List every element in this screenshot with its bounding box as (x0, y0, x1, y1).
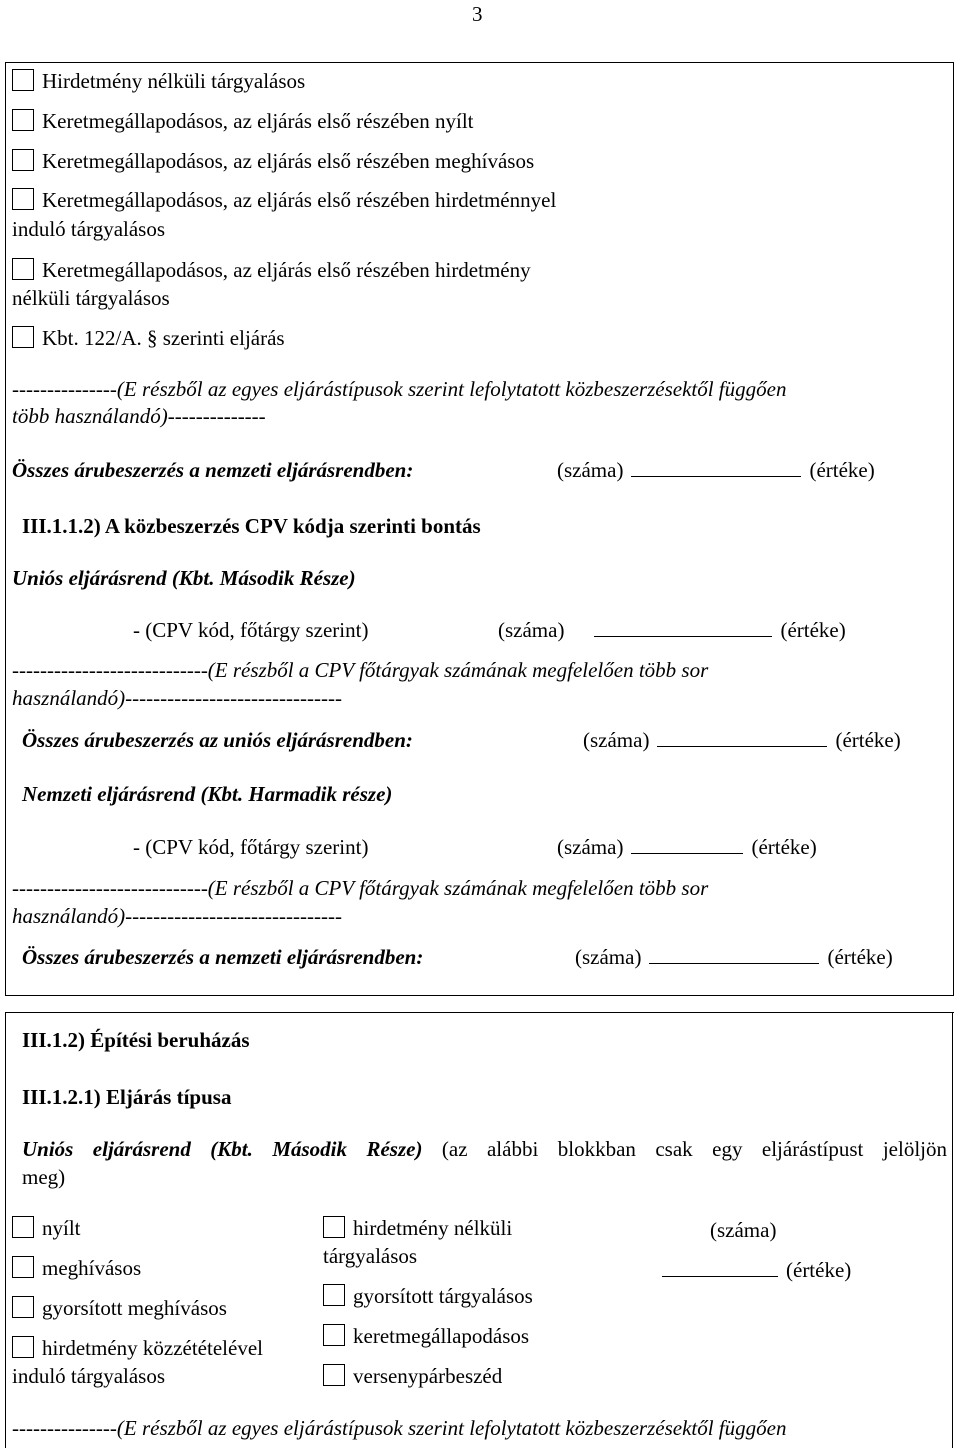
national-cpv-row: - (CPV kód, főtárgy szerint) (133, 835, 369, 859)
option-versenyparbeszed[interactable]: versenypárbeszéd (323, 1362, 502, 1390)
procedure-option-3[interactable]: Keretmegállapodásos, az eljárás első részében meghívásos (12, 147, 534, 175)
option-gyorsitott-meghivasos[interactable]: gyorsított meghívásos (12, 1294, 227, 1322)
section-frame-bottom-left-border (5, 1012, 6, 1448)
checkbox[interactable] (323, 1216, 345, 1238)
count-blank-line[interactable] (594, 618, 772, 637)
procedure-option-4[interactable]: Keretmegállapodásos, az eljárás első részében hirdetménnyel (12, 186, 556, 214)
checkbox[interactable] (12, 1256, 34, 1278)
checkbox[interactable] (12, 1296, 34, 1318)
section-frame-bottom-right-border (952, 1012, 953, 1448)
procedure-option-5-line2: nélküli tárgyalásos (12, 286, 170, 310)
checkbox[interactable] (323, 1324, 345, 1346)
option-hirdetmeny-kozzetetelevel-line2: induló tárgyalásos (12, 1364, 166, 1388)
eu-procedure-title: Uniós eljárásrend (Kbt. Második Része) (12, 566, 356, 590)
eu-intro-line1: Uniós eljárásrend (Kbt. Második Része) (az alábbi blokkban csak egy eljárástípust jelöljön (22, 1137, 947, 1161)
procedure-option-6[interactable]: Kbt. 122/A. § szerinti eljárás (12, 324, 285, 352)
national-note-line1: ----------------------------(E részből a CPV főtárgyak számának megfelelően több sor (12, 876, 709, 900)
total-national-label: Összes árubeszerzés a nemzeti eljárásrendben: (12, 458, 414, 482)
option-gyorsitott-targyalasos[interactable]: gyorsított tárgyalásos (323, 1282, 533, 1310)
construction-count-label: (száma) (710, 1218, 777, 1242)
eu-total-fields: (száma) (értéke) (583, 728, 901, 752)
eu-total-label: Összes árubeszerzés az uniós eljárásrendben: (22, 728, 413, 752)
option-hirdetmeny-nelkuli-line2: tárgyalásos (323, 1244, 418, 1268)
eu-note-line1: ----------------------------(E részből a CPV főtárgyak számának megfelelően több sor (12, 658, 709, 682)
national-cpv-row-fields: (száma) (értéke) (557, 835, 817, 859)
procedure-option-5[interactable]: Keretmegállapodásos, az eljárás első részében hirdetmény (12, 256, 531, 284)
checkbox[interactable] (12, 258, 34, 280)
note-procedure-types-line2: több használandó)-------------- (12, 404, 266, 428)
national-procedure-title: Nemzeti eljárásrend (Kbt. Harmadik része) (22, 782, 393, 806)
page-number: 3 (472, 2, 483, 26)
count-blank-line[interactable] (631, 835, 743, 854)
checkbox[interactable] (12, 149, 34, 171)
eu-cpv-row: - (CPV kód, főtárgy szerint) (133, 618, 369, 642)
national-total-fields: (száma) (értéke) (575, 945, 893, 969)
count-blank-line[interactable] (657, 728, 827, 747)
construction-subheading: III.1.2.1) Eljárás típusa (22, 1085, 232, 1109)
checkbox[interactable] (12, 188, 34, 210)
checkbox[interactable] (12, 69, 34, 91)
option-nyilt[interactable]: nyílt (12, 1214, 81, 1242)
checkbox[interactable] (12, 109, 34, 131)
checkbox[interactable] (12, 1336, 34, 1358)
procedure-option-2[interactable]: Keretmegállapodásos, az eljárás első részében nyílt (12, 107, 473, 135)
cpv-section-heading: III.1.1.2) A közbeszerzés CPV kódja szerinti bontás (22, 514, 481, 538)
count-blank-line[interactable] (631, 458, 801, 477)
procedure-option-4-line2: induló tárgyalásos (12, 217, 166, 241)
checkbox[interactable] (323, 1284, 345, 1306)
eu-cpv-row-fields: (száma) (értéke) (498, 618, 846, 642)
national-note-line2: használandó)------------------------------- (12, 904, 342, 928)
construction-value-field: (értéke) (662, 1256, 851, 1284)
eu-intro-line2: meg) (22, 1165, 66, 1189)
checkbox[interactable] (323, 1364, 345, 1386)
bottom-note: ---------------(E részből az egyes eljárástípusok szerint lefolytatott közbeszerzésektől függően (12, 1416, 787, 1440)
option-hirdetmeny-kozzetetelevel[interactable]: hirdetmény közzétételével (12, 1334, 263, 1362)
section-frame-bottom-top-border (5, 1012, 954, 1013)
construction-heading: III.1.2) Építési beruházás (22, 1028, 250, 1052)
note-procedure-types-line1: ---------------(E részből az egyes eljárástípusok szerint lefolytatott közbeszerzésektől függően (12, 377, 787, 401)
eu-note-line2: használandó)------------------------------- (12, 686, 342, 710)
option-meghivasos[interactable]: meghívásos (12, 1254, 141, 1282)
option-keretmegallapodasos[interactable]: keretmegállapodásos (323, 1322, 529, 1350)
count-blank-line[interactable] (649, 945, 819, 964)
procedure-option-1[interactable]: Hirdetmény nélküli tárgyalásos (12, 67, 305, 95)
checkbox[interactable] (12, 326, 34, 348)
value-blank-line[interactable] (662, 1258, 778, 1277)
checkbox[interactable] (12, 1216, 34, 1238)
option-hirdetmeny-nelkuli[interactable]: hirdetmény nélküli (323, 1214, 512, 1242)
national-total-label: Összes árubeszerzés a nemzeti eljárásrendben: (22, 945, 424, 969)
total-national-fields: (száma) (értéke) (557, 458, 875, 482)
